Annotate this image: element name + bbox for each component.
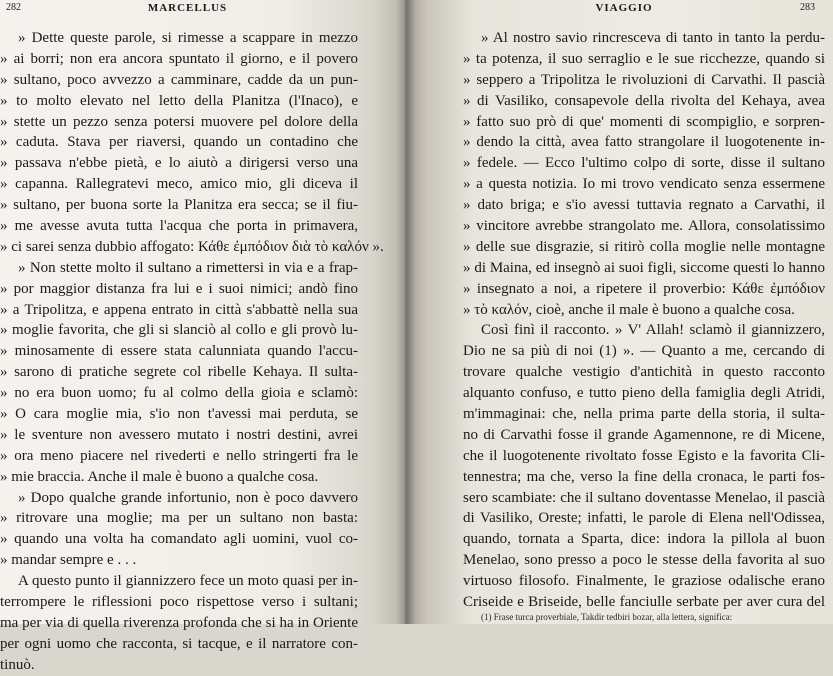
text-line: trovare qualche vestigio d'antichità in questo racconto [463,364,825,381]
text-line: no di Carvathi fosse il grande Agamennone, re di Micene, [463,426,825,443]
text-line: » me avesse avuta tutta l'acqua che porta in primavera, [0,218,358,235]
text-line: » ta potenza, il suo serraglio e le sue ricchezze, quando si [463,50,825,67]
text-line: » capanna. Rallegratevi meco, amico mio, gli diceva il [0,176,358,193]
text-line: virtuoso filosofo. Finalmente, le graziose odalische erano [463,573,825,590]
left-page-number: 282 [6,2,21,13]
text-line: terrompere le riflessioni poco rispettose verso i sultani; [0,594,358,611]
left-running-header [0,2,405,18]
text-line: » ritrovare una moglie; ma per un sultano non basta: [0,510,358,527]
text-line: » sultano, poco avvezzo a camminare, cadde da un pun- [0,71,358,88]
book-gutter [396,0,416,624]
text-line: quando, tornata a Sparta, dice: indora la pillola al buon [463,531,825,548]
text-line: » di Maina, ed insegnò ai suoi figli, siccome questi lo hanno [463,259,825,276]
text-line: » no era buon uomo; fu al colmo della gioia e sclamò: [0,385,358,402]
text-line: » sultano, per buona sorte la Planitza era secca; se il fiu- [0,197,358,214]
text-line: » moglie favorita, che gli si slanciò al collo e gli provò lu- [0,322,358,339]
text-line: » quando una volta ha comandato agli uomini, vuol co- [0,531,358,548]
right-running-header [405,2,833,18]
left-running-head: MARCELLUS [147,2,228,14]
text-line: » Al nostro savio rincresceva di tanto in tanto la perdu- [481,30,825,46]
text-line: » vincitore avrebbe strangolato me. Allora, consolatissimo [463,218,825,235]
text-line: A questo punto il giannizzero fece un moto quasi per in- [18,573,358,590]
text-line: » a Tripolitza, e appena entrato in città s'abbattè nella sua [0,301,358,318]
text-line: Così finì il racconto. » V' Allah! sclamò il giannizzero, [481,322,825,339]
right-page [405,0,833,624]
text-line: » ci sarei senza dubbio affogato: Κάθε ἐμπόδιον διὰ τὸ καλόν ». [0,238,384,255]
text-line: » seppero a Tripolitza le rivoluzioni di Carvathi. Il pascià [463,71,825,88]
text-line: » fedele. — Ecco l'ultimo colpo di sorte, disse il sultano [463,155,825,172]
right-page-number: 283 [800,2,815,13]
text-line: » Dopo qualche grande infortunio, non è poco davvero [18,489,358,506]
text-line: » to molto elevato nel letto della Planitza (l'Inaco), e [0,92,358,109]
left-page [0,0,405,673]
text-line: Menelao, sono presso a poco le stesse della favorita al suo [463,552,825,569]
text-line: » O cara moglie mia, s'io non t'avessi mai perduta, se [0,406,358,423]
right-running-head: VIAGGIO [595,2,653,14]
text-line: » Non stette molto il sultano a rimettersi in via e a frap- [18,259,358,276]
text-line: » fatto suo prò di que' momenti di scompiglio, e sorpren- [463,113,825,130]
text-line: tinuò. [0,656,35,673]
text-line: » mie braccia. Anche il male è buono a qualche cosa. [0,468,319,485]
text-line: » dendo la città, avea fatto strangolare il luogotenente in- [463,134,825,151]
text-line: di Vasiliko, Oreste; infatti, le parole di Elena nell'Odissea, [463,510,825,527]
text-line: Criseide e Briseide, belle fanciulle serbate per aver cura del [463,594,825,611]
text-line: » delle sue disgrazie, si ritirò colla moglie nelle montagne [463,238,825,255]
text-line: » mandar sempre e . . . [0,552,137,569]
text-line: » ai borri; non era ancora spuntato il giorno, e il povero [0,50,358,67]
text-line: » por maggior distanza fra lui e i suoi nimici; andò fino [0,280,358,297]
text-line: tennestra; ma che, verso la fine della cronaca, le parti fos- [463,468,825,485]
text-line: » sarono di pratiche segrete col ribelle Kehaya. Il sulta- [0,364,358,381]
text-line: alquanto confuso, e tutto pieno della famiglia degli Atridi, [463,385,825,402]
text-line: » stette un pezzo senza potersi muovere pel dolore della [0,113,358,130]
text-line: » Dette queste parole, si rimesse a scappare in mezzo [18,30,358,46]
text-line: » τὸ καλόν, cioè, anche il male è buono a qualche cosa. [463,301,795,318]
text-line: per ogni uomo che racconta, si tacque, e il narratore con- [0,635,358,652]
text-line: che il luogotenente rivoltato fosse Egisto e la favorita Cli- [463,447,825,464]
right-body-text [463,28,825,613]
text-line: » minosamente di essere stata calunniata quando l'accu- [0,343,358,360]
text-line: ma per via di quella riverenza profonda che si ha in Oriente [0,614,358,631]
text-line: » insegnato a noi, a ripetere il proverbio: Κάθε ἐμπόδιον [463,280,825,297]
text-line: sero scambiate: che il sultano doventasse Menelao, il pascià [463,489,825,506]
left-body-text [0,28,384,676]
text-line: » a questa notizia. Io mi trovo vendicato senza essermene [463,176,825,193]
text-line: » passava n'ebbe pietà, e lo aiutò a dirigersi verso una [0,155,358,172]
text-line: m'immaginai: che, nella prima parte della storia, il sulta- [463,406,825,423]
text-line: Dio ne sa più di noi (1) ». — Quanto a me, cercando di [463,343,825,360]
footnote: (1) Frase turca proverbiale, Takdir tedbiri bozar, alla lettera, significa: [481,612,733,622]
text-line: » le sventure non avessero mutato i nostri destini, avrei [0,426,358,443]
text-line: » di Vasiliko, consapevole della rivolta del Kehaya, avea [463,92,825,109]
text-line: » dato briga; e s'io avessi tuttavia regnato a Carvathi, il [463,197,825,214]
text-line: » caduta. Stava per riaversi, quando un contadino che [0,134,358,151]
text-line: » ora meno piacere nel rivederti e nello stringerti fra le [0,447,358,464]
